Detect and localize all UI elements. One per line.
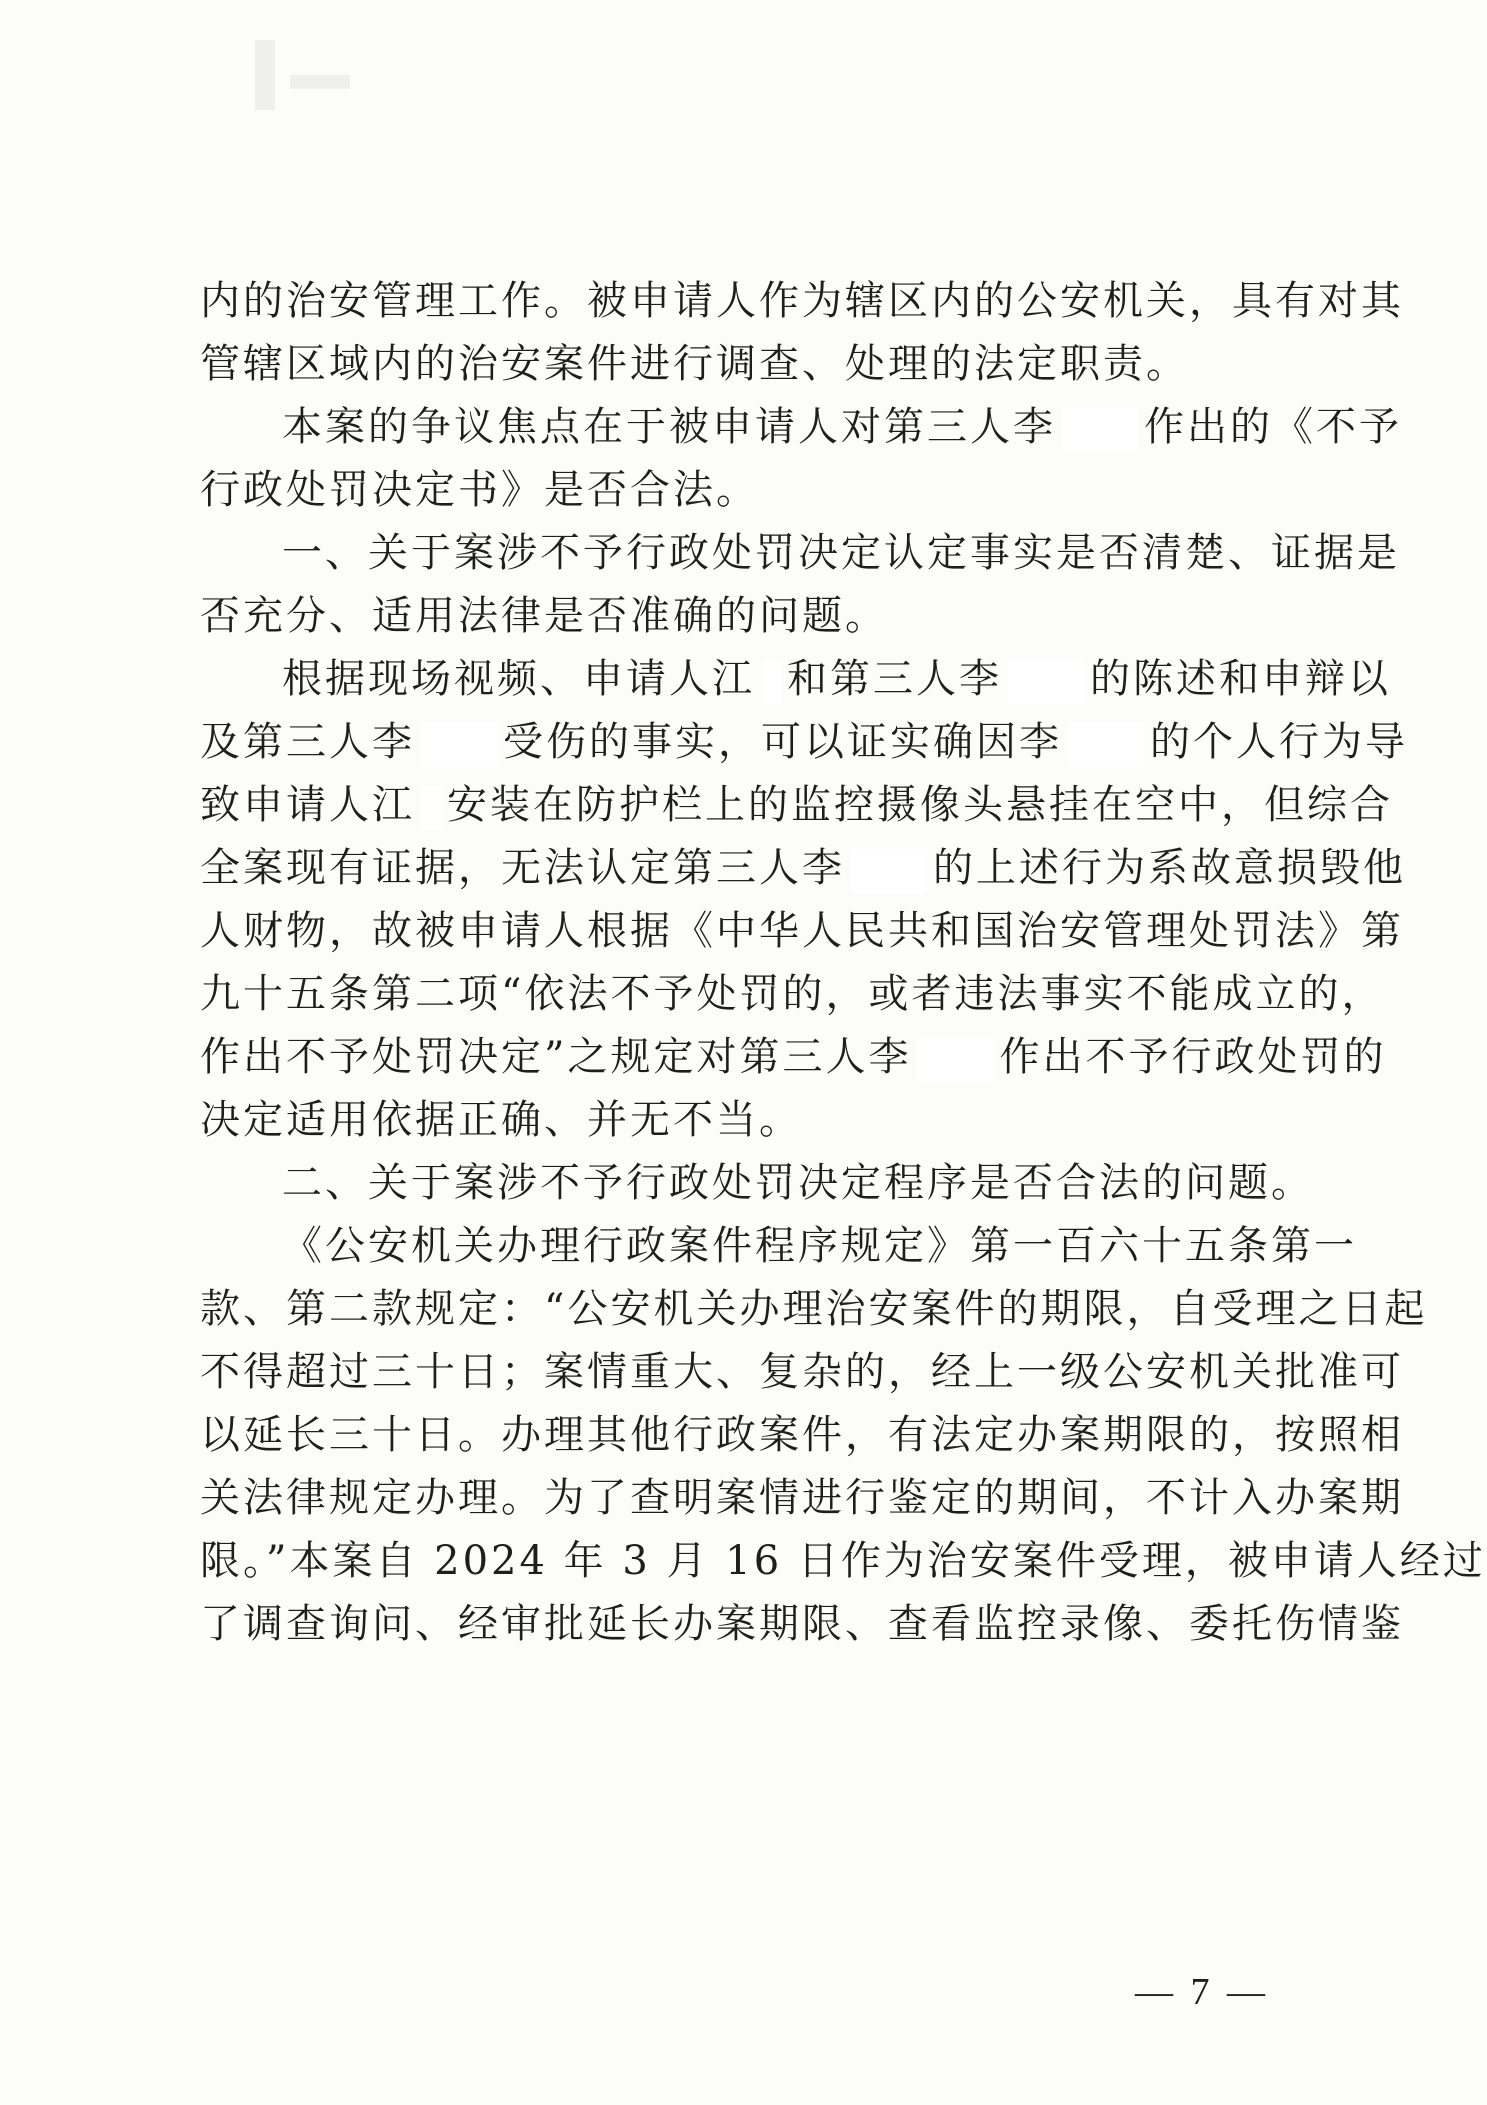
text-segment: 本案的争议焦点在于被申请人对第三人李 — [282, 404, 1056, 450]
text-segment: 内的治安管理工作。被申请人作为辖区内的公安机关，具有对其 — [200, 278, 1404, 324]
text-line — [200, 459, 1320, 522]
text-line — [200, 1467, 1404, 1530]
text-segment: 关法律规定办理。为了查明案情进行鉴定的期间，不计入办案期 — [200, 1475, 1404, 1521]
redaction-block — [761, 660, 781, 704]
text-line — [200, 1404, 1404, 1467]
text-segment: 作出不予处罚决定”之规定对第三人李 — [200, 1034, 912, 1080]
text-line — [200, 1152, 1320, 1215]
text-segment: 及第三人李 — [200, 719, 415, 765]
text-line — [200, 1530, 1486, 1593]
body-text — [200, 270, 1486, 1656]
text-segment: 二、关于案涉不予行政处罚决定程序是否合法的问题。 — [282, 1160, 1314, 1206]
text-line — [200, 585, 1320, 648]
scan-artifact — [255, 40, 275, 110]
text-segment: 人财物，故被申请人根据《中华人民共和国治安管理处罚法》第 — [200, 908, 1404, 954]
text-segment: 不得超过三十日；案情重大、复杂的，经上一级公安机关批准可 — [200, 1349, 1404, 1395]
text-line — [200, 837, 1406, 900]
text-segment: 了调查询问、经审批延长办案期限、查看监控录像、委托伤情鉴 — [200, 1601, 1404, 1647]
text-segment: 的陈述和申辩以 — [1090, 656, 1391, 702]
redaction-block — [421, 723, 497, 767]
text-line — [200, 270, 1404, 333]
text-segment: 管辖区域内的治安案件进行调查、处理的法定职责。 — [200, 341, 1189, 387]
text-line — [200, 774, 1393, 837]
text-line — [200, 963, 1385, 1026]
text-line — [200, 396, 1402, 459]
text-segment: 致申请人江 — [200, 782, 415, 828]
text-line — [200, 711, 1408, 774]
scan-artifact — [290, 75, 350, 89]
text-segment: 以延长三十日。办理其他行政案件，有法定办案期限的，按照相 — [200, 1412, 1404, 1458]
redaction-block — [851, 849, 927, 893]
text-segment: 九十五条第二项“依法不予处罚的，或者违法事实不能成立的， — [200, 971, 1385, 1017]
page-number: — 7 — — [1135, 1971, 1269, 2013]
text-line — [200, 900, 1404, 963]
text-segment: 行政处罚决定书》是否合法。 — [200, 467, 759, 513]
text-segment: 安装在防护栏上的监控摄像头悬挂在空中，但综合 — [447, 782, 1393, 828]
text-segment: 作出不予行政处罚的 — [999, 1034, 1387, 1080]
text-line — [200, 1593, 1404, 1656]
text-line — [200, 1026, 1387, 1089]
text-segment: 的个人行为导 — [1150, 719, 1408, 765]
text-line — [200, 333, 1320, 396]
text-segment: 全案现有证据，无法认定第三人李 — [200, 845, 845, 891]
text-line — [200, 522, 1400, 585]
text-line — [200, 1215, 1357, 1278]
text-segment: 限。”本案自 2024 年 3 月 16 日作为治安案件受理，被申请人经过 — [200, 1538, 1486, 1584]
text-segment: 根据现场视频、申请人江 — [282, 656, 755, 702]
text-line — [200, 1089, 1320, 1152]
text-segment: 否充分、适用法律是否准确的问题。 — [200, 593, 888, 639]
text-segment: 和第三人李 — [787, 656, 1002, 702]
text-segment: 款、第二款规定：“公安机关办理治安案件的期限，自受理之日起 — [200, 1286, 1428, 1332]
redaction-block — [1068, 723, 1144, 767]
redaction-block — [1008, 660, 1084, 704]
text-segment: 一、关于案涉不予行政处罚决定认定事实是否清楚、证据是 — [282, 530, 1400, 576]
text-line — [200, 1341, 1404, 1404]
text-segment: 的上述行为系故意损毁他 — [933, 845, 1406, 891]
text-segment: 决定适用依据正确、并无不当。 — [200, 1097, 802, 1143]
text-line — [200, 1278, 1428, 1341]
redaction-block — [421, 786, 441, 830]
text-segment: 受伤的事实，可以证实确因李 — [503, 719, 1062, 765]
redaction-block — [917, 1038, 993, 1082]
redaction-block — [1062, 408, 1138, 452]
text-line — [200, 648, 1391, 711]
text-segment: 《公安机关办理行政案件程序规定》第一百六十五条第一 — [282, 1223, 1357, 1269]
text-segment: 作出的《不予 — [1144, 404, 1402, 450]
